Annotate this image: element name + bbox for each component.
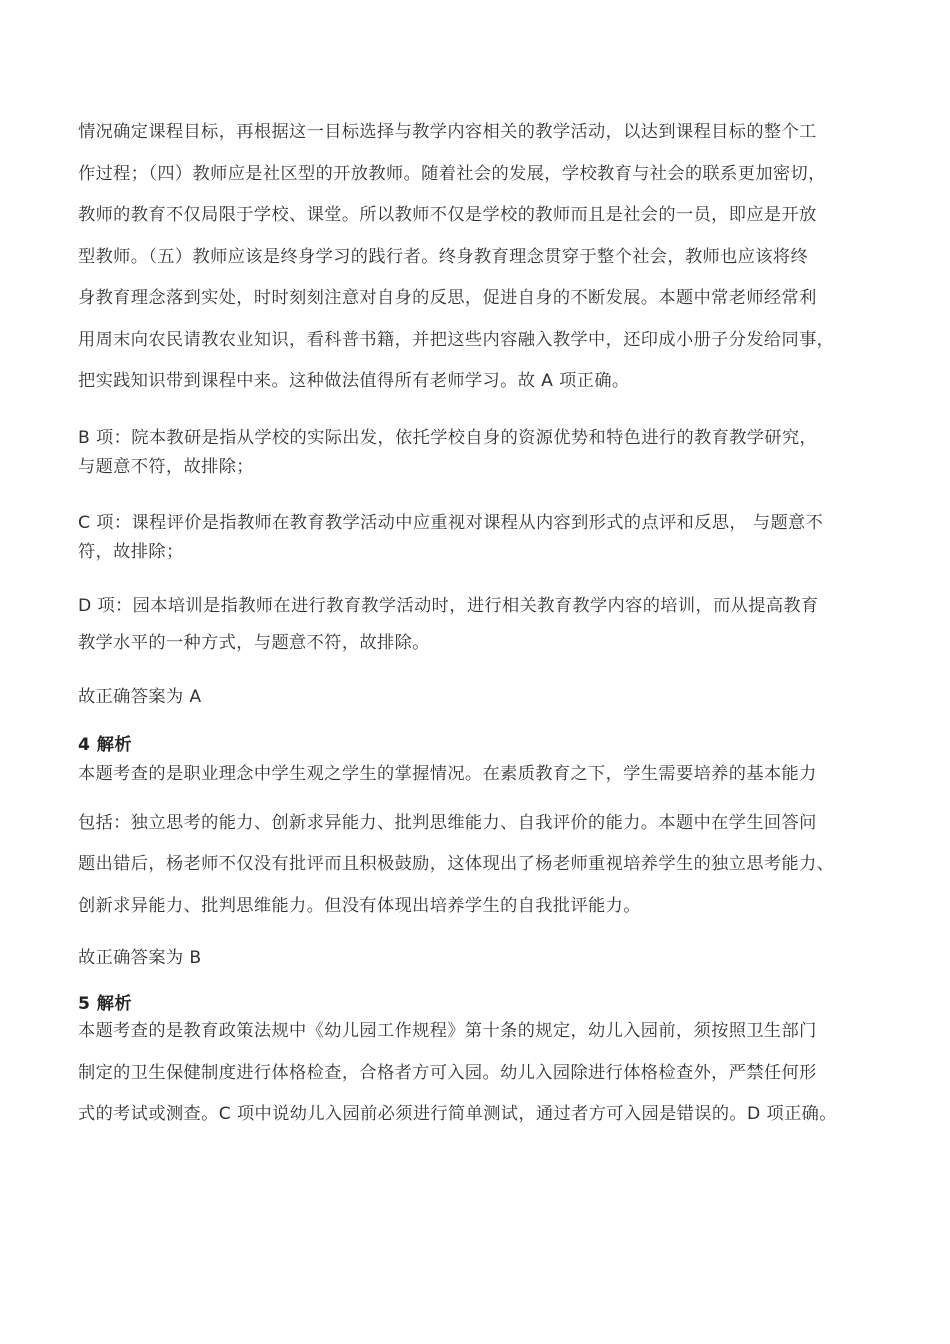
text-line: 用周末向农民请教农业知识，看科普书籍，并把这些内容融入教学中，还印成小册子分发给同事， (78, 329, 835, 350)
text-line: 包括：独立思考的能力、创新求异能力、批判思维能力、自我评价的能力。本题中在学生回答问 (78, 812, 817, 833)
text-line: B 项：院本教研是指从学校的实际出发，依托学校自身的资源优势和特色进行的教育教学研究， (78, 427, 818, 448)
text-line: 式的考试或测查。C 项中说幼儿入园前必须进行简单测试，通过者方可入园是错误的。D 项正确。 (78, 1104, 837, 1124)
text-line: D 项：园本培训是指教师在进行教育教学活动时，进行相关教育教学内容的培训，而从提高教育 (78, 595, 819, 616)
text-line: C 项：课程评价是指教师在教育教学活动中应重视对课程从内容到形式的点评和反思， 与题意不 (78, 512, 824, 533)
text-line: 教师的教育不仅局限于学校、课堂。所以教师不仅是学校的教师而且是社会的一员，即应是开放 (78, 205, 817, 225)
document-page (78, 112, 893, 1136)
text-line: 创新求异能力、批判思维能力。但没有体现出培养学生的自我批评能力。 (78, 895, 641, 916)
text-line: 型教师。（五）教师应该是终身学习的践行者。终身教育理念贯穿于整个社会，教师也应该将终 (78, 246, 809, 267)
option-c-paragraph (78, 509, 893, 567)
answer-line-3: 故正确答案为 A (78, 686, 202, 707)
text-line: 作过程；（四）教师应是社区型的开放教师。随着社会的发展，学校教育与社会的联系更加密切， (78, 163, 826, 184)
q4-intro-line: 本题考查的是职业理念中学生观之学生的掌握情况。在素质教育之下，学生需要培养的基本能力 (78, 763, 817, 784)
text-line: 教学水平的一种方式，与题意不符，故排除。 (78, 632, 430, 653)
text-line: 符，故排除； (78, 541, 184, 562)
answer-line-4: 故正确答案为 B (78, 948, 202, 968)
option-b-paragraph (78, 424, 893, 482)
text-line: 把实践知识带到课程中来。这种做法值得所有老师学习。故 A 项正确。 (78, 371, 630, 391)
text-line: 情况确定课程目标，再根据这一目标选择与教学内容相关的教学活动，以达到课程目标的整个工 (78, 122, 817, 142)
section-heading-4: 4 解析 (78, 734, 132, 755)
q5-analysis-paragraph (78, 1011, 893, 1136)
text-line: 题出错后，杨老师不仅没有批评而且积极鼓励，这体现出了杨老师重视培养学生的独立思考能力、 (78, 854, 835, 874)
option-d-paragraph (78, 588, 893, 662)
analysis-paragraph-continued (78, 112, 893, 403)
text-line: 身教育理念落到实处，时时刻刻注意对自身的反思，促进自身的不断发展。本题中常老师经常利 (78, 288, 817, 308)
section-heading-5: 5 解析 (78, 994, 132, 1014)
q4-analysis-paragraph (78, 803, 893, 928)
text-line: 制定的卫生保健制度进行体格检查，合格者方可入园。幼儿入园除进行体格检查外，严禁任何形 (78, 1062, 817, 1083)
text-line: 与题意不符，故排除； (78, 456, 254, 477)
text-line: 本题考查的是教育政策法规中《幼儿园工作规程》第十条的规定，幼儿入园前，须按照卫生部门 (78, 1021, 817, 1041)
